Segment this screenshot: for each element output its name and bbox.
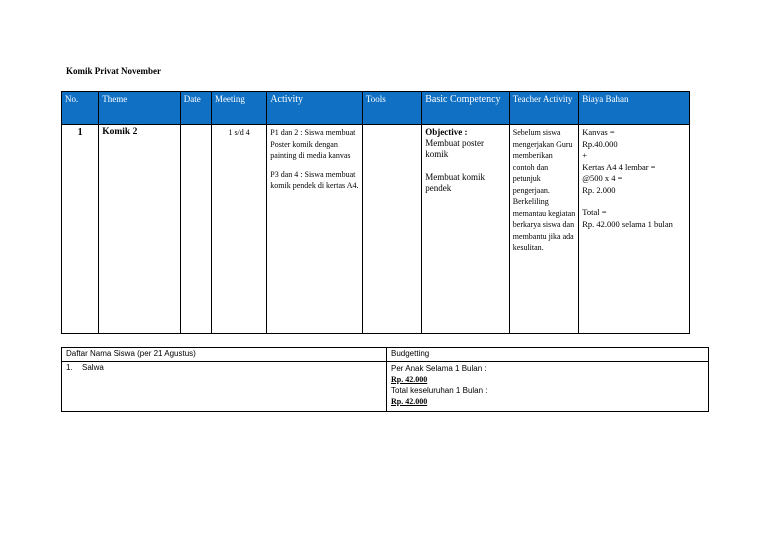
cost-line: Rp. 2.000 bbox=[582, 184, 616, 195]
activity-paragraph: P1 dan 2 : Siswa membuat Poster komik dengan painting di media kanvas bbox=[270, 128, 356, 160]
row-activity bbox=[267, 125, 363, 334]
per-child-label: Per Anak Selama 1 Bulan : bbox=[391, 364, 487, 373]
students-budget-header-row bbox=[62, 348, 709, 362]
students-budget-body-row bbox=[62, 362, 709, 412]
cost-spacer bbox=[582, 196, 686, 207]
cost-line: Kanvas = bbox=[582, 127, 615, 137]
plan-header-row bbox=[62, 92, 690, 125]
total-label: Total keseluruhan 1 Bulan : bbox=[391, 386, 488, 395]
student-number: 1. bbox=[66, 363, 73, 372]
cost-line: Total = bbox=[582, 207, 607, 217]
row-biaya-bahan bbox=[579, 125, 690, 334]
cost-line: Kertas A4 4 lembar = bbox=[582, 161, 656, 172]
header-tools: Tools bbox=[362, 92, 421, 125]
header-date: Date bbox=[180, 92, 211, 125]
row-meeting: 1 s/d 4 bbox=[211, 125, 266, 334]
cost-line: @500 x 4 = bbox=[582, 173, 623, 183]
header-meeting: Meeting bbox=[211, 92, 266, 125]
row-date bbox=[180, 125, 211, 334]
objective-item: Membuat poster komik bbox=[425, 138, 484, 159]
row-basic-competency bbox=[422, 125, 510, 334]
per-child-amount: Rp. 42.000 bbox=[391, 375, 428, 384]
list-item bbox=[66, 363, 382, 372]
objective-label: Objective : bbox=[425, 127, 468, 137]
header-theme: Theme bbox=[99, 92, 181, 125]
budgeting-details bbox=[387, 362, 709, 412]
lesson-plan-table bbox=[61, 91, 690, 334]
student-name: Salwa bbox=[82, 363, 104, 372]
cost-line: Rp.40.000 bbox=[582, 138, 618, 149]
row-number: 1 bbox=[62, 125, 99, 334]
header-biaya-bahan: Biaya Bahan bbox=[579, 92, 690, 125]
cost-line: Rp. 42.000 selama 1 bulan bbox=[582, 218, 673, 229]
objective-item: Membuat komik pendek bbox=[425, 172, 485, 193]
row-tools bbox=[362, 125, 421, 334]
student-list bbox=[62, 362, 387, 412]
activity-paragraph: P3 dan 4 : Siswa membuat komik pendek di kertas A4. bbox=[270, 169, 359, 190]
students-header: Daftar Nama Siswa (per 21 Agustus) bbox=[62, 348, 387, 362]
row-theme: Komik 2 bbox=[99, 125, 181, 334]
document-title: Komik Privat November bbox=[66, 66, 161, 76]
total-amount: Rp. 42.000 bbox=[391, 397, 428, 406]
header-activity: Activity bbox=[267, 92, 363, 125]
table-row bbox=[62, 125, 690, 334]
header-no: No. bbox=[62, 92, 99, 125]
cost-line: + bbox=[582, 150, 588, 160]
header-teacher-activity: Teacher Activity bbox=[509, 92, 578, 125]
students-budget-table bbox=[61, 347, 709, 412]
row-teacher-activity: Sebelum siswa mengerjakan Guru memberikan contoh dan petunjuk pengerjaan. Berkeliling memantau kegiatan berkarya siswa dan membantu jika ada kesulitan. bbox=[509, 125, 578, 334]
budgeting-header: Budgetting bbox=[387, 348, 709, 362]
header-basic-competency: Basic Competency bbox=[422, 92, 510, 125]
